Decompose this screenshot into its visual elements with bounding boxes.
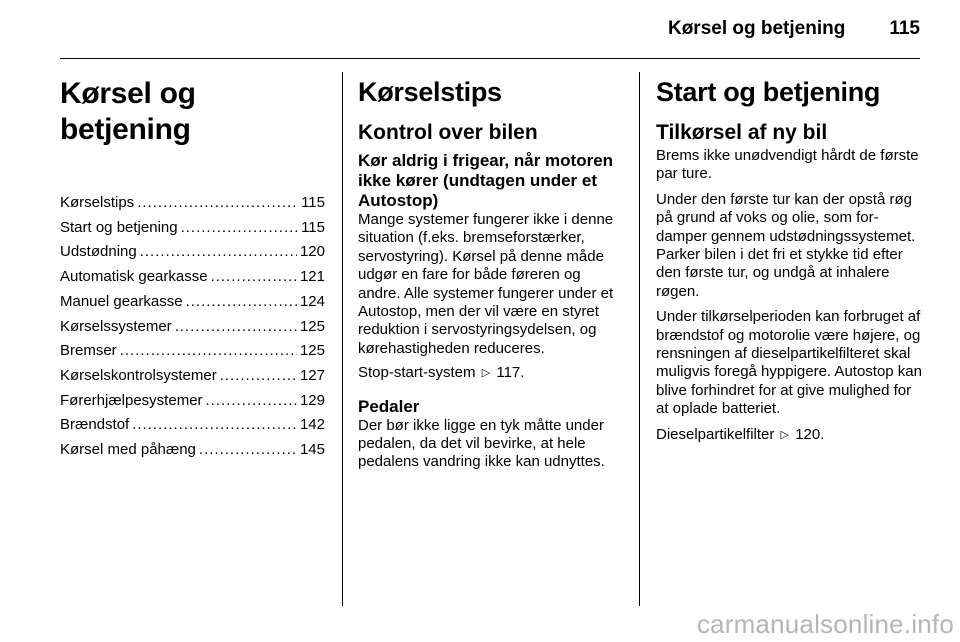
toc-entry[interactable] [60, 364, 325, 389]
toc-leader-dots [120, 339, 297, 364]
warning-heading: Kør aldrig i frigear, når motoren ikke kører (undtagen under et Autostop) [358, 151, 614, 210]
toc-entry-label: Start og betjening [60, 218, 178, 236]
toc-leader-dots [137, 191, 298, 216]
toc-leader-dots [132, 413, 297, 438]
start-operation-column [656, 70, 922, 610]
toc-entry-page: 115 [301, 218, 325, 236]
chapter-title: Kørsel og betjening [60, 77, 196, 146]
toc-leader-dots [181, 216, 298, 241]
column-divider-1 [342, 72, 343, 606]
toc-entry-page: 142 [299, 416, 325, 434]
toc-entry-page: 121 [299, 268, 325, 286]
toc-entry-page: 124 [299, 292, 325, 310]
toc-entry-label: Udstødning [60, 243, 137, 261]
toc-entry-page: 120 [299, 243, 325, 261]
section-title-start-operation: Start og betjening [656, 77, 881, 107]
toc-entry-label: Brændstof [60, 416, 130, 434]
header-title: Kørsel og betjening [667, 18, 846, 39]
pedals-heading: Pedaler [358, 396, 420, 416]
toc-leader-dots [206, 389, 297, 414]
toc-leader-dots [220, 364, 297, 389]
toc-column [60, 70, 325, 610]
reference-page: 117. [496, 364, 525, 382]
toc-entry-label: Bremser [60, 342, 117, 360]
cross-reference-diesel-filter [656, 426, 922, 444]
running-header [668, 18, 920, 48]
toc-entry-page: 125 [299, 342, 325, 360]
toc-entry[interactable] [60, 265, 325, 290]
toc-entry[interactable] [60, 240, 325, 265]
toc-entry-label: Automatisk gearkasse [60, 268, 208, 286]
cross-reference-stop-start [358, 364, 624, 382]
arrow-triangle-icon: ▷ [780, 428, 790, 441]
toc-entry-page: 127 [299, 366, 325, 384]
toc-entry[interactable] [60, 290, 325, 315]
toc-entry[interactable] [60, 413, 325, 438]
toc-entry-page: 125 [299, 317, 325, 335]
toc-entry-label: Manuel gearkasse [60, 292, 183, 310]
toc-entry-label: Kørselstips [60, 194, 135, 211]
subsection-title-vehicle-control: Kontrol over bilen [358, 121, 538, 144]
toc-entry-label: Førerhjælpesystemer [60, 391, 203, 409]
column-divider-2 [639, 72, 640, 606]
toc-entry[interactable] [60, 389, 325, 414]
toc-entry-page: 129 [299, 391, 325, 409]
reference-page: 120. [795, 425, 825, 443]
section-title-driving-tips: Kørselstips [358, 77, 502, 107]
toc-entry[interactable] [60, 191, 325, 216]
paragraph-consumption: Under tilkørselperioden kan forbruget af brændstof og motorolie være højere, og rensningen af dieselpartikelfilteret skal muligvis foregå hyppigere. Autostop kan blive forhindret for at give mulighed for at oplade batteriet. [656, 308, 922, 418]
subsection-title-new-car: Tilkørsel af ny bil [656, 121, 828, 144]
toc-leader-dots [186, 290, 297, 315]
arrow-triangle-icon: ▷ [481, 367, 491, 380]
toc-entry-page: 115 [301, 194, 325, 211]
paragraph-smoke: Under den første tur kan der opstå røg på grund af voks og olie, som fordamper gennem udstødningssystemet. Parker bilen i det fri et stykke tid efter den første tur, og undgå at inhalere røgen. [656, 190, 916, 300]
table-of-contents [60, 191, 325, 463]
toc-leader-dots [211, 265, 297, 290]
toc-leader-dots [175, 315, 297, 340]
driving-tips-column [358, 70, 624, 610]
toc-leader-dots [199, 438, 297, 463]
page-number: 115 [889, 18, 920, 39]
toc-entry-label: Kørsel med påhæng [60, 441, 196, 459]
reference-label: Dieselpartikelfilter [656, 425, 775, 443]
toc-entry[interactable] [60, 216, 325, 241]
warning-text: Mange systemer fungerer ikke i denne situation (f.eks. bremseforstærker, servostyring). Kørsel på denne måde udgør en fare for både føreren og andre. Alle systemer fungerer under et Autostop, men der vil være en styret reduktion i servostyringsydelsen, og kørehastigheden reduceres. [358, 211, 614, 357]
toc-entry-label: Kørselssystemer [60, 317, 172, 335]
toc-entry[interactable] [60, 438, 325, 463]
toc-entry[interactable] [60, 339, 325, 364]
toc-entry-page: 145 [299, 441, 325, 459]
watermark: carmanualsonline.info [696, 609, 954, 639]
toc-entry-label: Kørselskontrolsystemer [60, 366, 217, 384]
reference-label: Stop-start-system [358, 364, 476, 382]
pedals-text: Der bør ikke ligge en tyk måtte under pedalen, da det vil bevirke, at hele pedalens vandring ikke kan udnyttes. [358, 416, 605, 471]
toc-leader-dots [140, 240, 297, 265]
header-divider [60, 58, 920, 59]
toc-entry[interactable] [60, 315, 325, 340]
paragraph-braking: Brems ikke unødvendigt hårdt de første par ture. [656, 147, 919, 183]
